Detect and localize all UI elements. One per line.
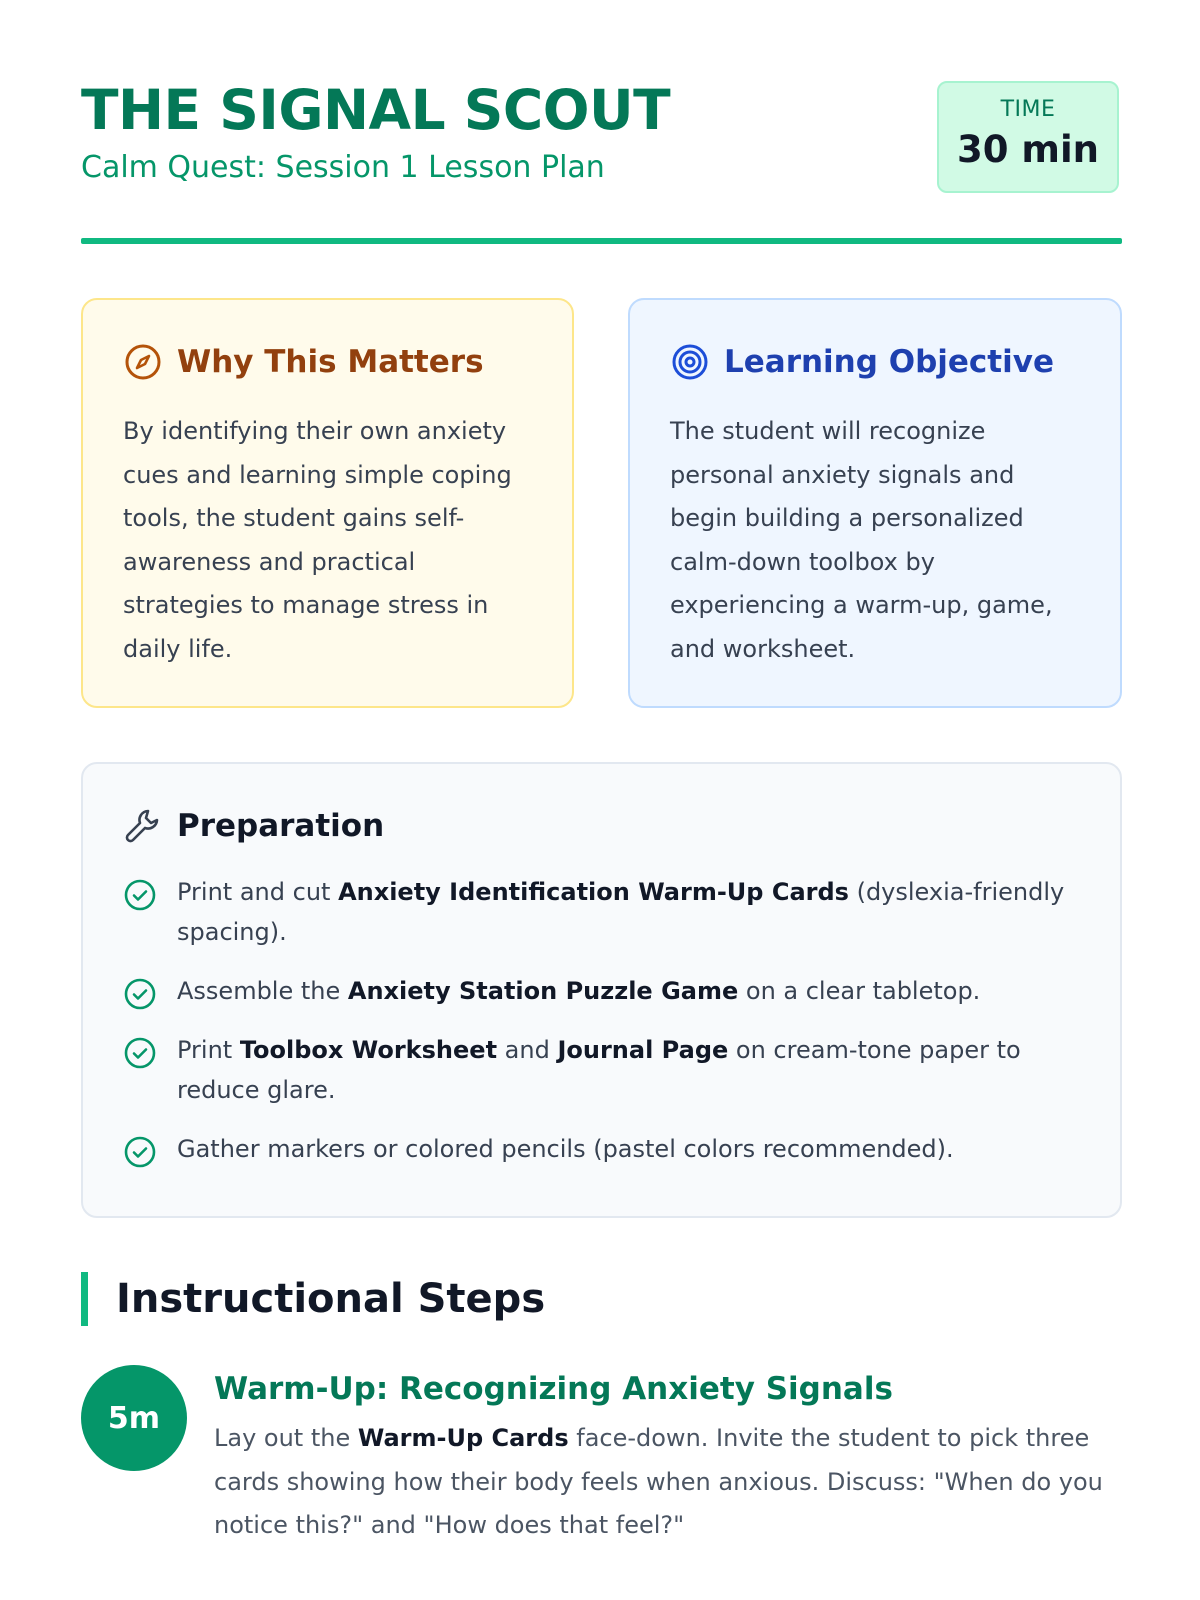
why-card-body: By identifying their own anxiety cues and learning simple coping tools, the student gains self-awareness and practical strategies to manage stress in daily life. — [123, 417, 512, 663]
list-item: Print Toolbox Worksheet and Journal Page on cream-tone paper to reduce glare. — [123, 1030, 1083, 1110]
target-icon — [670, 342, 710, 382]
preparation-card — [81, 762, 1122, 1218]
why-card-title: Why This Matters — [177, 344, 484, 380]
check-circle-icon — [123, 977, 157, 1011]
preparation-header — [123, 806, 384, 846]
check-circle-icon — [123, 878, 157, 912]
preparation-title: Preparation — [177, 808, 385, 844]
check-circle-icon — [123, 1036, 157, 1070]
why-this-matters-card — [81, 298, 574, 708]
list-item: Gather markers or colored pencils (pastel colors recommended). — [123, 1129, 1083, 1169]
list-item: Assemble the Anxiety Station Puzzle Game on a clear tabletop. — [123, 971, 1083, 1011]
compass-icon — [123, 342, 163, 382]
time-value: 30 min — [957, 128, 1099, 171]
header-divider — [81, 238, 1122, 244]
header — [81, 78, 1122, 198]
objective-card-body: The student will recognize personal anxiety signals and begin building a personalized calm-down toolbox by experiencing a warm-up, game, and worksheet. — [670, 417, 1053, 663]
objective-card-title: Learning Objective — [724, 344, 1054, 380]
why-card-header — [123, 342, 484, 382]
time-label: TIME — [1000, 97, 1056, 122]
preparation-list — [123, 872, 1083, 1188]
wrench-icon — [123, 806, 163, 846]
step-description: Lay out the Warm-Up Cards face-down. Invite the student to pick three cards showing how their body feels when anxious. Discuss: "When do you notice this?" and "How does that feel?" — [214, 1424, 1103, 1539]
list-item: Print and cut Anxiety Identification Warm-Up Cards (dyslexia-friendly spacing). — [123, 872, 1083, 952]
step-duration-badge: 5m — [81, 1365, 187, 1471]
objective-card-header — [670, 342, 1054, 382]
check-circle-icon — [123, 1135, 157, 1169]
step-title: Warm-Up: Recognizing Anxiety Signals — [214, 1371, 893, 1407]
learning-objective-card — [628, 298, 1122, 708]
page-title: THE SIGNAL SCOUT — [81, 78, 671, 142]
instructional-steps-title: Instructional Steps — [116, 1276, 546, 1322]
time-badge — [937, 81, 1119, 193]
page-subtitle: Calm Quest: Session 1 Lesson Plan — [81, 150, 605, 185]
instructional-steps-header — [81, 1272, 545, 1326]
